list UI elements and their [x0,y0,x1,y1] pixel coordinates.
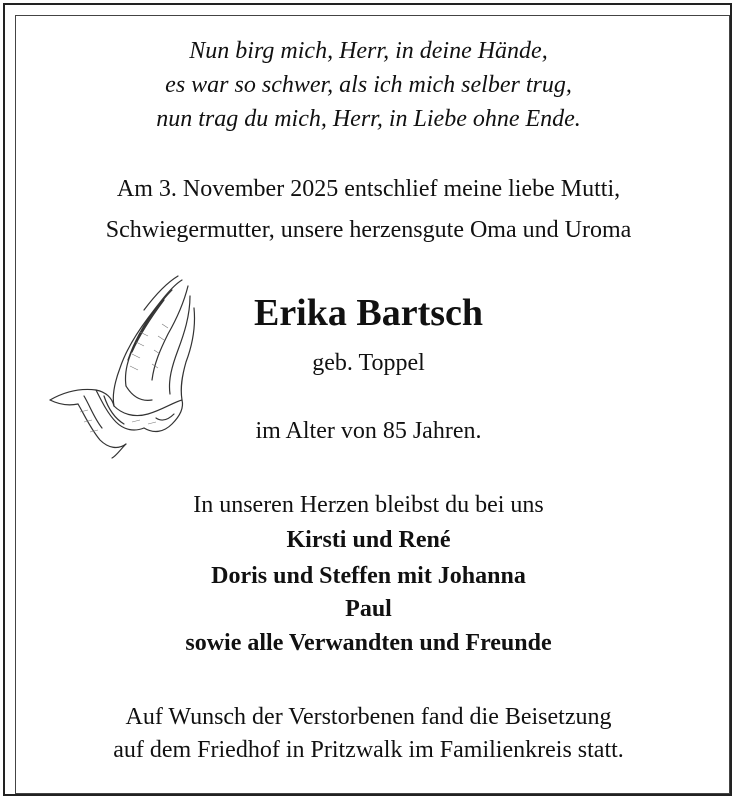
mourners-intro: In unseren Herzen bleibst du bei uns [193,492,544,518]
quote-line-1: Nun birg mich, Herr, in deine Hände, [189,38,548,64]
closing-line-1: Auf Wunsch der Verstorbenen fand die Beisetzung [125,704,612,730]
age-text: im Alter von 85 Jahren. [255,418,482,444]
mourner-line-1: Kirsti und René [286,527,451,553]
closing-line-2: auf dem Friedhof in Pritzwalk im Familienkreis statt. [113,737,624,763]
birth-name: geb. Toppel [312,350,425,376]
quote-line-2: es war so schwer, als ich mich selber trug, [165,72,572,98]
deceased-name: Erika Bartsch [253,292,484,334]
announcement-line-1: Am 3. November 2025 entschlief meine liebe Mutti, [116,176,621,202]
mourner-line-3: Paul [345,596,392,622]
quote-line-3: nun trag du mich, Herr, in Liebe ohne Ende. [156,106,581,132]
mourner-line-2: Doris und Steffen mit Johanna [211,563,526,589]
announcement-line-2: Schwiegermutter, unsere herzensgute Oma und Uroma [105,217,632,243]
mourner-line-4: sowie alle Verwandten und Freunde [185,630,552,656]
